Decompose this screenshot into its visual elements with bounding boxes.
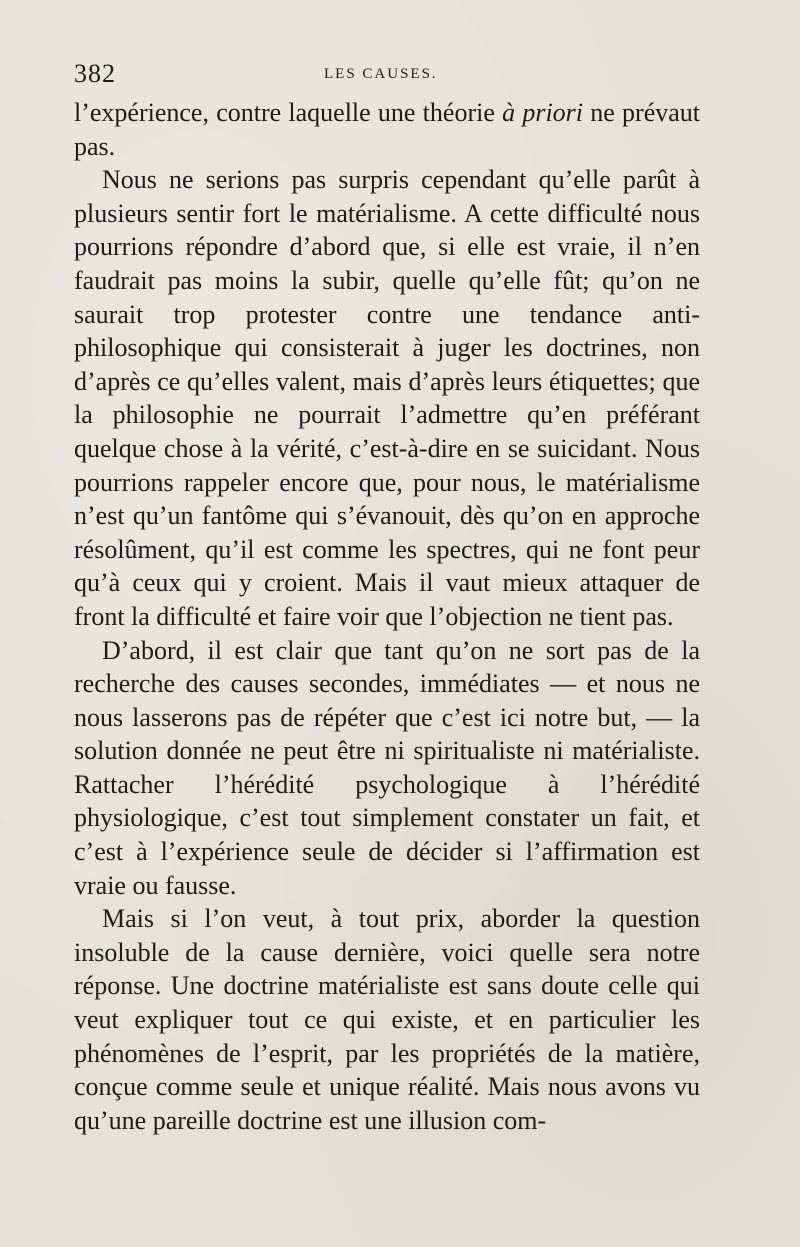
paragraph: Nous ne serions pas surpris cependant qu’elle parût à plusieurs sentir fort le matérialisme. A cette difficulté nous pourrions répondre d’abord que, si elle est vraie, il n’en faudrait pas moins la subir, quelle qu’elle fût; qu’on ne saurait trop protester contre une tendance anti-philosophique qui consisterait à juger les doctrines, non d’après ce qu’elles valent, mais d’après leurs étiquettes; que la philosophie ne pourrait l’admettre qu’en préférant quelque chose à la vérité, c’est-à-dire en se suicidant. Nous pourrions rappeler encore que, pour nous, le matérialisme n’est qu’un fantôme qui s’évanouit, dès qu’on en approche résolûment, qu’il est comme les spectres, qui ne font peur qu’à ceux qui y croient. Mais il vaut mieux attaquer de front la difficulté et faire voir que l’objection ne tient pas. <box>74 165 700 631</box>
body-text <box>74 96 700 1137</box>
paragraph: D’abord, il est clair que tant qu’on ne sort pas de la recherche des causes secondes, immédiates — et nous ne nous lasserons pas de répéter que c’est ici notre but, — la solution donnée ne peut être ni spiritualiste ni matérialiste. Rattacher l’hérédité psychologique à l’hérédité physiologique, c’est tout simplement constater un fait, et c’est à l’expérience seule de décider si l’affirmation est vraie ou fausse. <box>74 635 700 900</box>
running-head: LES CAUSES. <box>324 66 438 82</box>
paragraph-continuation <box>74 96 700 163</box>
paragraph-text: l’expérience, contre laquelle une théorie <box>74 98 503 127</box>
italic-term: à priori <box>502 98 584 127</box>
paragraph-text: ne prévaut pas. <box>74 98 700 161</box>
paragraph: Mais si l’on veut, à tout prix, aborder la question insoluble de la cause dernière, voici quelle sera notre réponse. Une doctrine matérialiste est sans doute celle qui veut expliquer tout ce qui existe, et en particulier les phénomènes de l’esprit, par les propriétés de la matière, conçue comme seule et unique réalité. Mais nous avons vu qu’une pareille doctrine est une illusion com- <box>74 904 700 1135</box>
page-number: 382 <box>74 59 116 88</box>
page-header <box>74 56 700 92</box>
